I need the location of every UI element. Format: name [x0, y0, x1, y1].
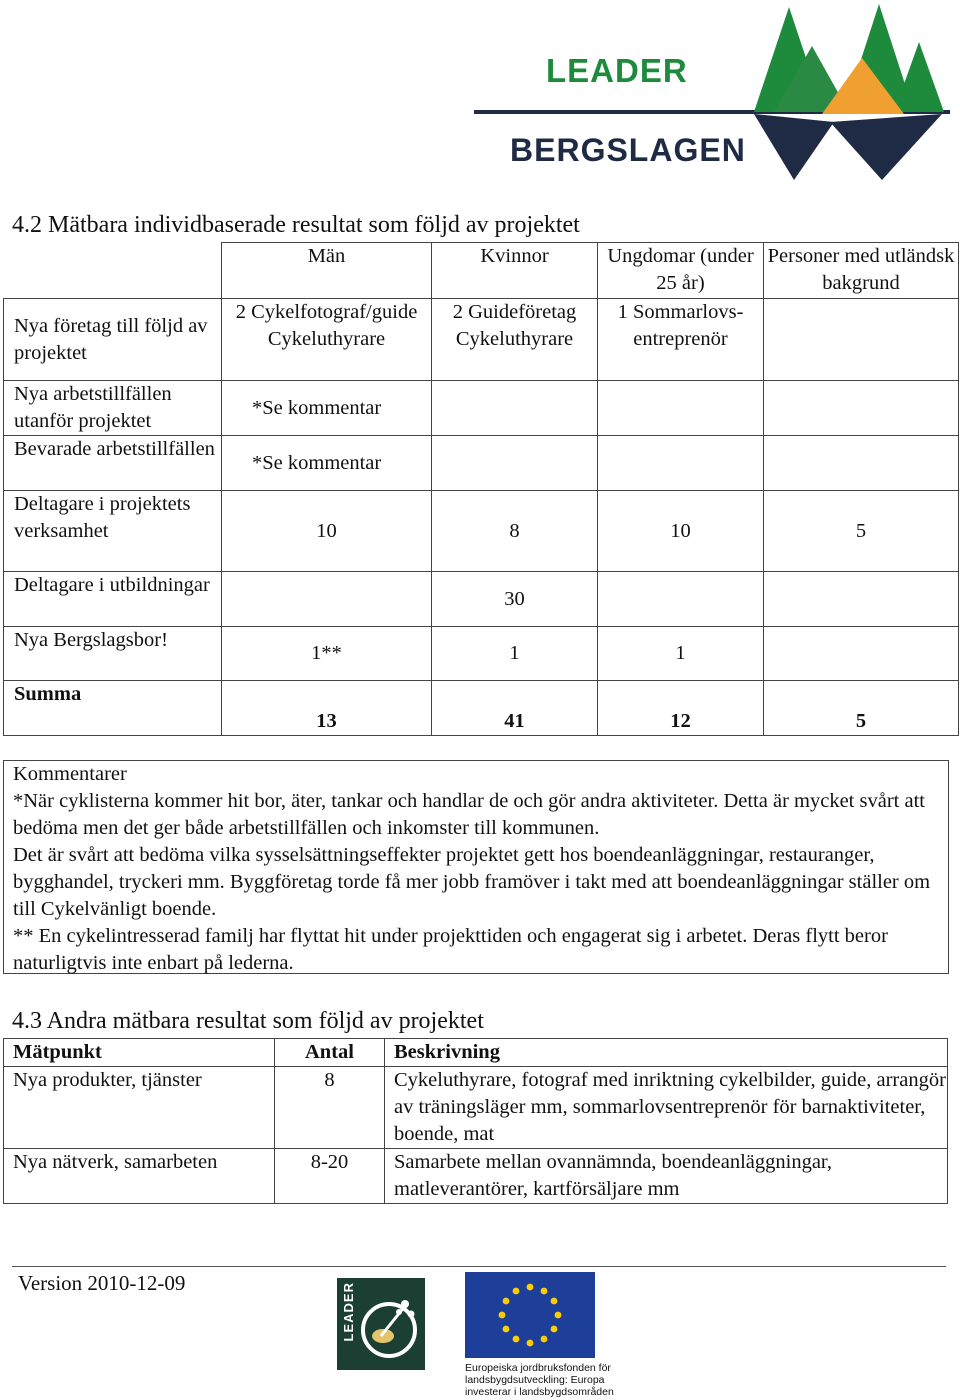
cell-man: *Se kommentar	[222, 381, 432, 436]
cell-kvinnor	[432, 436, 598, 491]
cell-ungdomar: 1 Sommarlovs-entreprenör	[598, 299, 764, 381]
cell-antal: 8-20	[275, 1149, 385, 1204]
table-row	[4, 299, 959, 381]
row-label: Nya Bergslagsbor!	[4, 627, 222, 681]
table-row	[4, 381, 959, 436]
version-label: Version 2010-12-09	[18, 1271, 186, 1295]
header-man: Män	[222, 243, 432, 299]
eu-stars-icon	[465, 1272, 595, 1358]
summa-kvinnor: 41	[432, 681, 598, 736]
cell-matpunkt: Nya nätverk, samarbeten	[4, 1149, 275, 1204]
section-4-3-title: 4.3 Andra mätbara resultat som följd av projektet	[12, 1008, 484, 1034]
leader-eu-logo	[337, 1278, 425, 1370]
table-header-row	[4, 243, 959, 299]
comments-heading: Kommentarer	[13, 763, 127, 785]
header-antal: Antal	[275, 1039, 385, 1067]
cell-kvinnor: 8	[432, 491, 598, 572]
comment-paragraph: *När cyklisterna kommer hit bor, äter, tankar och handlar de och gör andra aktiviteter. Detta är mycket svårt att bedöma men det ger både arbetstillfällen och inkomster till kommunen.	[13, 790, 925, 839]
cell-utlandsk: 5	[764, 491, 959, 572]
header-ungdomar: Ungdomar (under 25 år)	[598, 243, 764, 299]
cell-ungdomar	[598, 436, 764, 491]
cell-man: 1**	[222, 627, 432, 681]
cell-beskrivning: Cykeluthyrare, fotograf med inriktning cykelbilder, guide, arrangör av träningsläger mm, sommarlovsentreprenör för barnaktiviteter, boende, mat	[385, 1067, 948, 1149]
row-label: Deltagare i projektets verksamhet	[4, 491, 222, 572]
table-header-row	[4, 1039, 948, 1067]
cell-kvinnor	[432, 381, 598, 436]
row-label: Nya företag till följd av projektet	[4, 299, 222, 381]
row-label: Deltagare i utbildningar	[4, 572, 222, 627]
comment-paragraph: ** En cykelintresserad familj har flyttat hit under projekttiden och engagerat sig i arbetet. Deras flytt beror naturligtvis inte enbart på lederna.	[13, 925, 888, 974]
cell-kvinnor: 1	[432, 627, 598, 681]
individual-results-table	[3, 242, 959, 736]
table-row	[4, 1149, 948, 1204]
header-kvinnor: Kvinnor	[432, 243, 598, 299]
comment-paragraph: Det är svårt att bedöma vilka sysselsättningseffekter projektet gett hos boendeanläggningar, restauranger, bygghandel, tryckeri mm. Byggföretag torde få mer jobb framöver i takt med att boendeanläggningar ställer om till Cykelvänligt boende.	[13, 844, 931, 920]
cell-kvinnor: 30	[432, 572, 598, 627]
cell-ungdomar: 1	[598, 627, 764, 681]
table-row	[4, 436, 959, 491]
cell-man: 10	[222, 491, 432, 572]
summa-ungdomar: 12	[598, 681, 764, 736]
header-beskrivning: Beskrivning	[385, 1039, 948, 1067]
cell-utlandsk	[764, 299, 959, 381]
cell-man: *Se kommentar	[222, 436, 432, 491]
cell-ungdomar	[598, 381, 764, 436]
leader-bergslagen-logo	[474, 2, 950, 180]
table-row	[4, 627, 959, 681]
logo-bergslagen-text: BERGSLAGEN	[510, 132, 746, 168]
footer-divider	[12, 1266, 946, 1267]
other-results-table	[3, 1038, 948, 1204]
header-utlandsk: Personer med utländsk bakgrund	[764, 243, 959, 299]
cell-beskrivning: Samarbete mellan ovannämnda, boendeanläggningar, matleverantörer, kartförsäljare mm	[385, 1149, 948, 1204]
cell-man	[222, 572, 432, 627]
table-row	[4, 1067, 948, 1149]
cell-matpunkt: Nya produkter, tjänster	[4, 1067, 275, 1149]
leaf-emblem-icon	[359, 1290, 421, 1362]
table-row	[4, 572, 959, 627]
cell-ungdomar	[598, 572, 764, 627]
mountain-trees-icon	[734, 2, 950, 180]
cell-utlandsk	[764, 627, 959, 681]
summa-man: 13	[222, 681, 432, 736]
eu-fund-caption: Europeiska jordbruksfonden för landsbygdsutveckling: Europa investerar i landsbygdsområden	[465, 1362, 614, 1398]
eu-flag-icon	[465, 1272, 595, 1358]
row-label: Nya arbetstillfällen utanför projektet	[4, 381, 222, 436]
comments-box	[3, 760, 949, 974]
table-row	[4, 491, 959, 572]
section-4-2-title: 4.2 Mätbara individbaserade resultat som följd av projektet	[12, 212, 580, 238]
leader-eu-logo-text: LEADER	[341, 1282, 356, 1342]
cell-kvinnor: 2 Guideföretag Cykeluthyrare	[432, 299, 598, 381]
cell-ungdomar: 10	[598, 491, 764, 572]
cell-man: 2 Cykelfotograf/guide Cykeluthyrare	[222, 299, 432, 381]
cell-utlandsk	[764, 572, 959, 627]
cell-utlandsk	[764, 436, 959, 491]
row-label: Bevarade arbetstillfällen	[4, 436, 222, 491]
summa-utlandsk: 5	[764, 681, 959, 736]
empty-corner-cell	[4, 243, 222, 299]
cell-antal: 8	[275, 1067, 385, 1149]
summa-row	[4, 681, 959, 736]
logo-leader-text: LEADER	[546, 52, 688, 89]
summa-label: Summa	[4, 681, 222, 736]
header-matpunkt: Mätpunkt	[4, 1039, 275, 1067]
cell-utlandsk	[764, 381, 959, 436]
